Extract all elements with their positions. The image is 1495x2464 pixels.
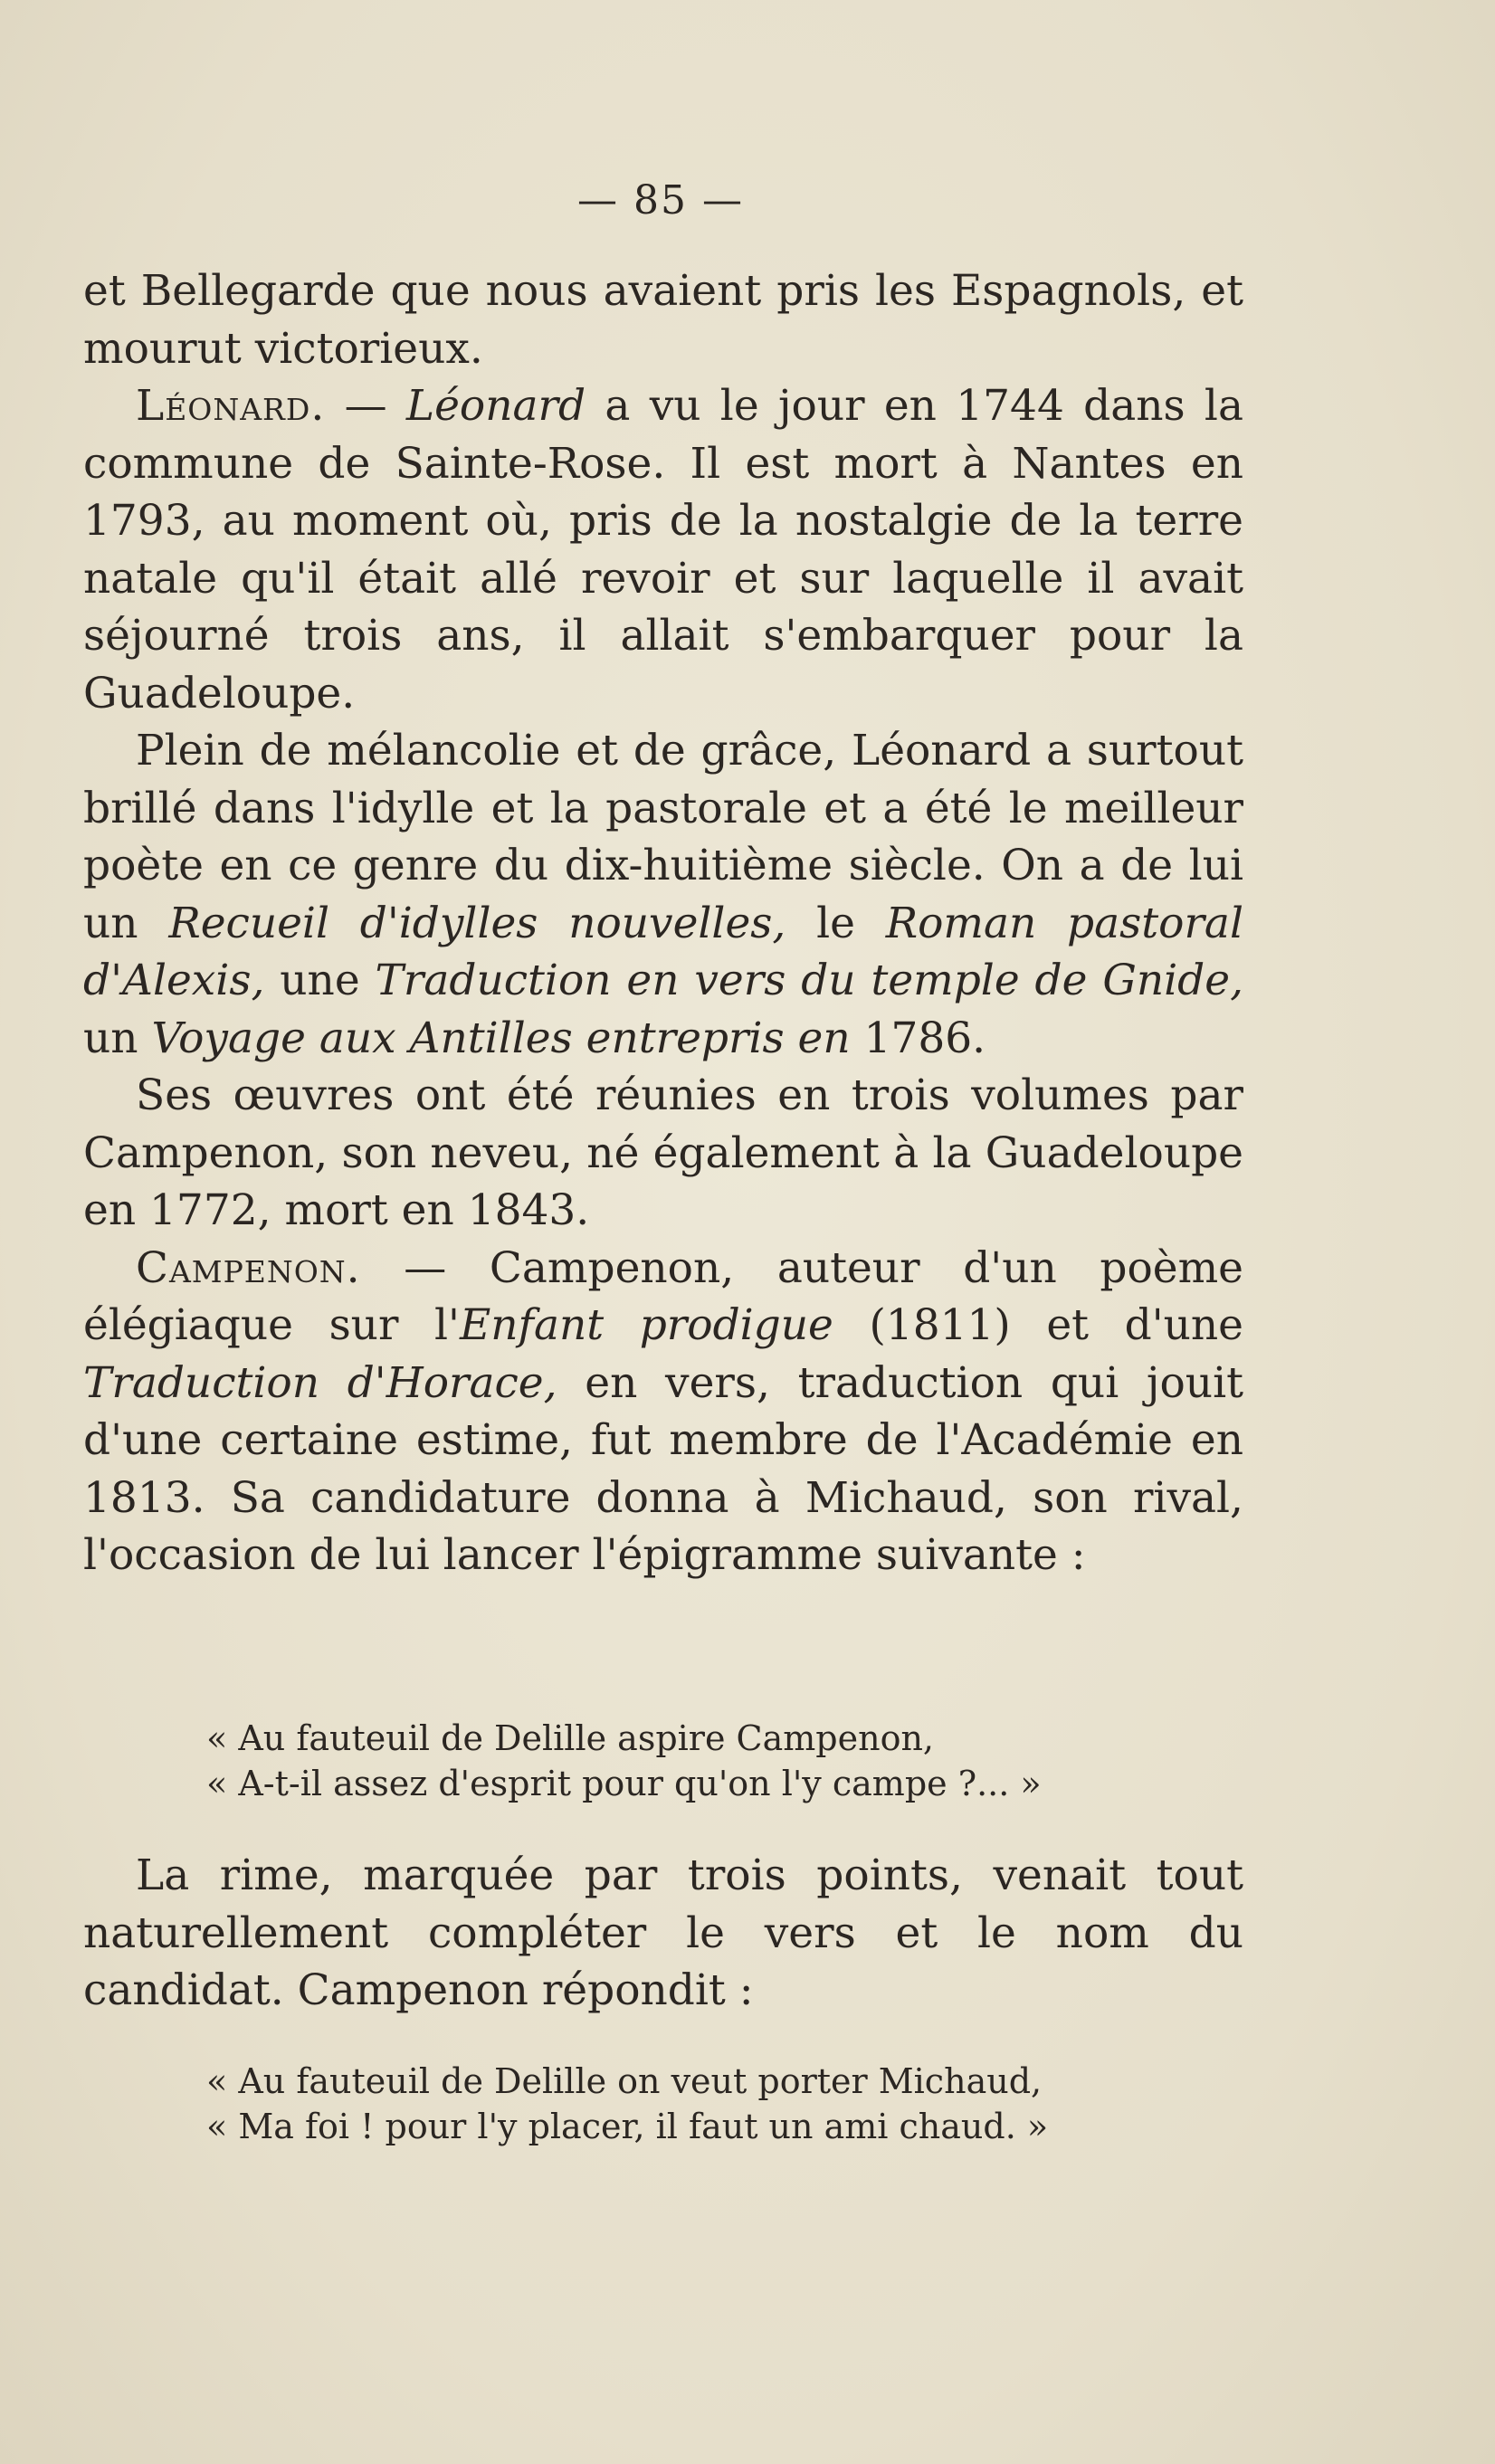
paragraph-bellegarde: et Bellegarde que nous avaient pris les Espagnols, et mourut victorieux. xyxy=(83,266,1243,374)
work-voyage-antilles: Voyage aux Antilles entrepris en xyxy=(151,1013,851,1063)
campenon-text: (1811) et d'une xyxy=(833,1300,1243,1350)
leonard-works-text: Plein de mélancolie et de grâce, Léonard a surtout brillé dans l'idylle et la pastorale et a été le meilleur poète en ce genre du dix-huitième siècle. On a de lui un xyxy=(83,726,1243,948)
paragraph-leonard-works xyxy=(83,722,1243,1067)
body-text xyxy=(83,262,1243,1584)
work-roman-pastoral: Roman pastoral d'Alexis, xyxy=(83,898,1243,1005)
leonard-bio: a vu le jour en 1744 dans la commune de Sainte-Rose. Il est mort à Nantes en 1793, au moment où, pris de la nostalgie de la terre natale qu'il était allé revoir et sur laquelle il avait séjourné trois ans, il allait s'embarquer pour la Guadeloupe. xyxy=(83,381,1243,718)
leonard-works-sep: le xyxy=(786,898,886,948)
rime-text: La rime, marquée par trois points, venait tout naturellement compléter le vers et le nom du candidat. Campenon répondit : xyxy=(83,1850,1243,2015)
paragraph-leonard xyxy=(83,377,1243,722)
leonard-works-year: 1786. xyxy=(850,1013,986,1063)
verse-line: « Au fauteuil de Delille aspire Campenon, xyxy=(206,1718,935,1758)
entry-name-campenon: Campenon. xyxy=(136,1242,361,1293)
verse-line: « Au fauteuil de Delille on veut porter Michaud, xyxy=(206,2061,1043,2101)
leonard-works-sep: un xyxy=(83,1013,152,1063)
paragraph-rime xyxy=(83,1847,1243,2020)
italic-name-leonard: Léonard xyxy=(405,381,586,431)
entry-name-leonard: Léonard. xyxy=(136,381,326,431)
paragraph-oeuvres: Ses œuvres ont été réunies en trois volumes par Campenon, son neveu, né également à la Guadeloupe en 1772, mort en 1843. xyxy=(83,1070,1243,1235)
epigram-michaud xyxy=(206,1716,1042,1806)
verse-line: « Ma foi ! pour l'y placer, il faut un ami chaud. » xyxy=(206,2107,1049,2146)
campenon-text: — Campenon, auteur d'un poème élégiaque sur l' xyxy=(83,1242,1243,1350)
paragraph-campenon xyxy=(83,1240,1243,1584)
work-recueil: Recueil d'idylles nouvelles, xyxy=(168,898,786,948)
leonard-works-sep: une xyxy=(264,956,376,1005)
verse-line: « A-t-il assez d'esprit pour qu'on l'y campe ?... » xyxy=(206,1764,1042,1803)
campenon-text: en vers, traduction qui jouit d'une certaine estime, fut membre de l'Académie en 1813. Sa candidature donna à Michaud, son rival, l'occasion de lui lancer l'épigramme suivante : xyxy=(83,1357,1243,1580)
work-traduction-gnide: Traduction en vers du temple de Gnide, xyxy=(375,956,1244,1005)
page-number: — 85 — xyxy=(577,177,744,224)
epigram-campenon xyxy=(206,2059,1048,2149)
work-enfant-prodigue: Enfant prodigue xyxy=(459,1300,833,1350)
entry-dash: — xyxy=(325,381,406,431)
work-traduction-horace: Traduction d'Horace, xyxy=(83,1357,557,1408)
